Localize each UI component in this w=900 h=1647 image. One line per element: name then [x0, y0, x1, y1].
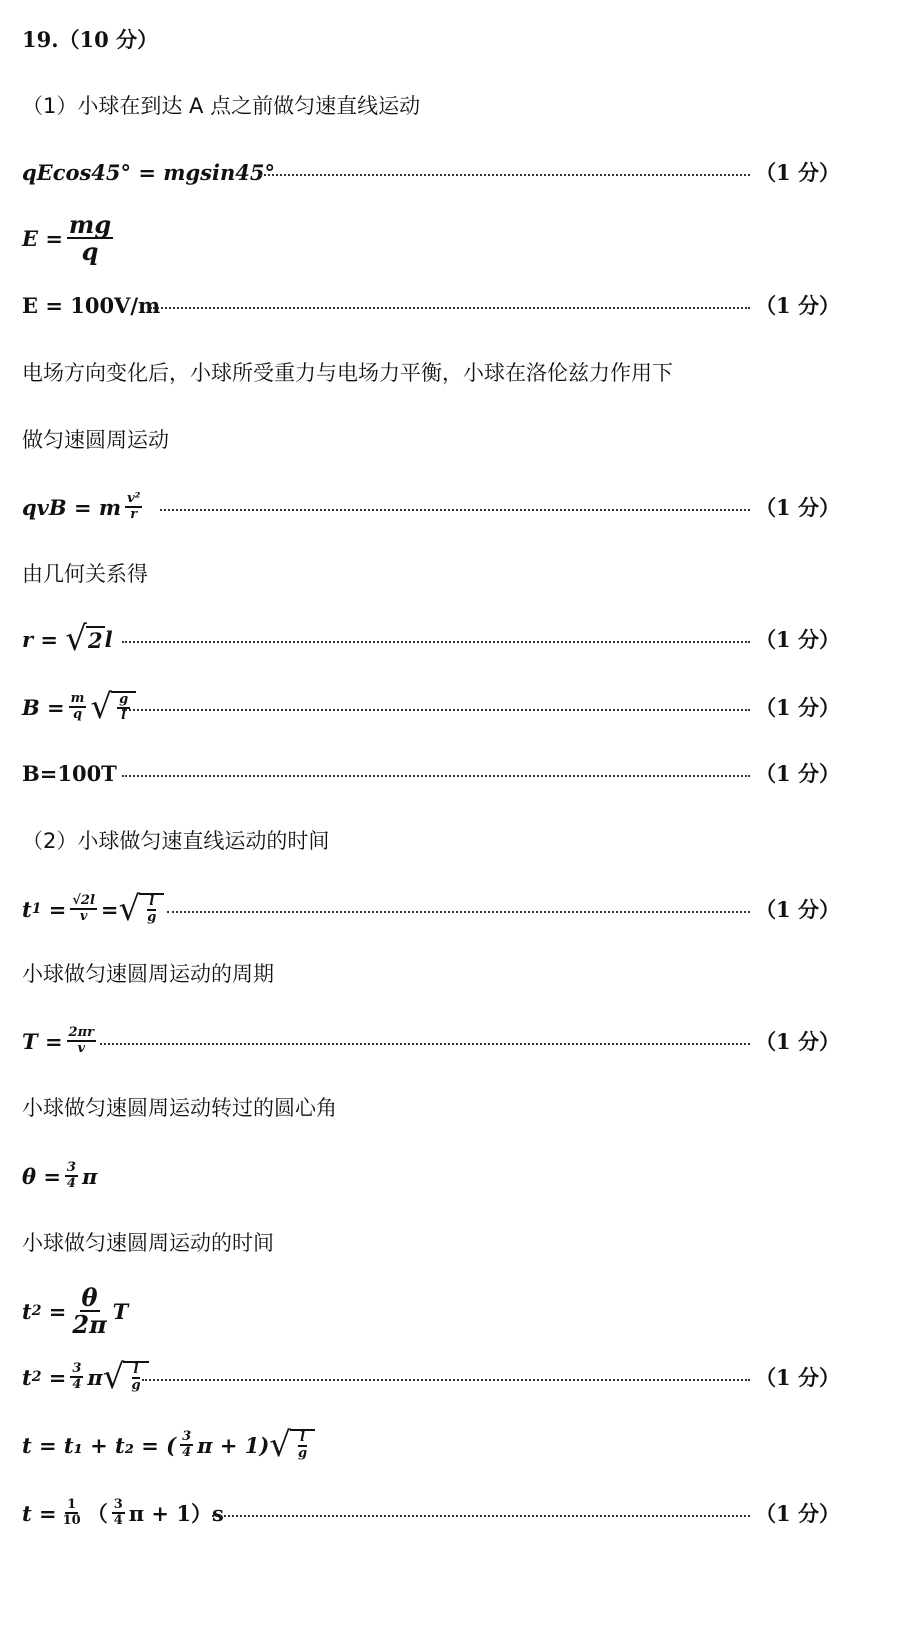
explanation-text: 小球做匀速圆周运动转过的圆心角	[22, 1096, 337, 1120]
explanation-text: 小球做匀速圆周运动的周期	[22, 962, 274, 986]
score-label: （1 分）	[755, 1029, 840, 1054]
equation-lhs: t	[22, 896, 32, 922]
square-root	[65, 619, 104, 659]
fraction	[125, 492, 142, 521]
numerator: 3	[66, 1160, 76, 1176]
dot-leader	[260, 172, 750, 176]
radicand: 2	[87, 627, 103, 653]
equation-tail: T	[112, 1298, 129, 1324]
equation-t1	[22, 884, 900, 934]
equation-lhs: θ =	[22, 1163, 61, 1189]
denominator: 10	[62, 1513, 81, 1528]
subscript: 1	[31, 901, 42, 917]
dot-leader	[160, 507, 750, 511]
dot-leader	[122, 773, 750, 777]
equation-lhs: E =	[22, 225, 63, 251]
denominator: l	[121, 708, 127, 723]
equation-body	[22, 492, 146, 521]
fraction	[70, 1282, 108, 1339]
text-line	[22, 1090, 900, 1124]
equation-body	[22, 1026, 100, 1055]
numerator: 1	[67, 1497, 77, 1513]
equation-lhs: t = t₁ + t₂ = (	[22, 1432, 177, 1458]
score-label: （1 分）	[755, 695, 840, 720]
explanation-text: 电场方向变化后，小球所受重力与电场力平衡，小球在洛伦兹力作用下	[22, 361, 673, 385]
radical-sign: √	[102, 1357, 125, 1397]
score-label: （1 分）	[755, 293, 840, 318]
fraction	[61, 1498, 83, 1527]
numerator: 3	[72, 1361, 82, 1377]
numerator: mg	[68, 209, 112, 239]
dot-leader	[150, 305, 750, 309]
equation-body	[22, 619, 113, 659]
denominator: 2π	[72, 1310, 107, 1339]
denominator: v	[79, 909, 88, 924]
equation-body	[22, 1425, 315, 1465]
equation-lhs: B =	[22, 694, 65, 720]
text-line	[22, 1225, 900, 1259]
score-label: （1 分）	[755, 1501, 840, 1526]
numerator: √2l	[72, 893, 95, 909]
equation-lhs: t	[22, 1364, 32, 1390]
equation-lhs: T =	[22, 1028, 63, 1054]
dot-leader	[167, 909, 750, 913]
part1-heading-line	[22, 88, 900, 122]
equation-body: t 1 = $\frac{√2l}{v}$ = √ $\frac{l}{g}$	[22, 892, 164, 926]
fraction	[67, 209, 113, 266]
fraction	[70, 894, 97, 923]
text-line	[22, 556, 900, 590]
part2-heading-line	[22, 823, 900, 857]
equation-mid: π + 1)	[197, 1432, 270, 1458]
square-root	[118, 889, 165, 929]
denominator: q	[81, 237, 99, 266]
fraction	[69, 692, 87, 721]
equation-body	[22, 209, 117, 266]
score-label: （1 分）	[755, 160, 840, 185]
equation-total-time	[22, 1420, 900, 1470]
fraction	[112, 1498, 125, 1527]
equation-period	[22, 1018, 900, 1064]
equation-lhs: t	[22, 1298, 32, 1324]
equation-mid: π	[87, 1364, 103, 1390]
equation-mid: π + 1）s	[128, 1501, 224, 1526]
denominator: q	[72, 707, 83, 722]
square-root	[269, 1425, 315, 1465]
equation-field-formula	[22, 210, 900, 266]
numerator: l	[133, 1362, 139, 1378]
radicand	[139, 893, 164, 924]
equation-t2-formula	[22, 1282, 900, 1340]
explanation-text: 做匀速圆周运动	[22, 428, 169, 452]
open-paren: （	[86, 1501, 108, 1526]
numerator: θ	[81, 1282, 98, 1312]
radical-sign: √	[269, 1425, 291, 1465]
score-label: （1 分）	[755, 897, 840, 922]
subscript: 2	[31, 1369, 42, 1385]
explanation-text: 由几何关系得	[22, 562, 148, 586]
equation-lhs: qvB = m	[22, 494, 122, 520]
equation-text: B=100T	[22, 760, 117, 786]
radical-sign: √	[90, 687, 113, 727]
numerator: v²	[127, 491, 141, 507]
denominator: g	[297, 1446, 308, 1461]
equation-angle	[22, 1153, 900, 1199]
equation-body	[22, 1161, 97, 1190]
dot-leader	[122, 639, 750, 643]
equation-body: t 2 = $\frac{\theta}{2\pi}$ T	[22, 1282, 129, 1339]
denominator: 4	[72, 1377, 82, 1392]
denominator: 4	[66, 1176, 76, 1191]
dot-leader	[212, 1513, 750, 1517]
equation-magnetic-field	[22, 684, 900, 730]
equation-radius	[22, 619, 900, 659]
explanation-text: 小球做匀速圆周运动的时间	[22, 1231, 274, 1255]
score-label: （1 分）	[755, 761, 840, 786]
equation-t2-value	[22, 1352, 900, 1402]
text-line	[22, 355, 900, 389]
fraction	[180, 1430, 193, 1459]
numerator: 3	[182, 1429, 192, 1445]
dot-leader	[142, 1377, 750, 1381]
equation-force-balance	[22, 155, 900, 189]
equation-text: qEcos45° = mgsin45°	[22, 159, 275, 185]
denominator: 4	[182, 1445, 192, 1460]
equation-tail: l	[104, 626, 113, 652]
denominator: r	[130, 507, 138, 522]
equation-total-time-value	[22, 1490, 900, 1536]
subscript: 2	[31, 1303, 42, 1319]
part1-heading: （1）小球在到达 A 点之前做匀速直线运动	[22, 94, 421, 118]
radical-sign: √	[65, 619, 87, 659]
fraction	[145, 895, 158, 924]
equation-b-value	[22, 756, 900, 790]
radical-sign: √	[118, 889, 141, 929]
equation-body: t 2 = $\frac{3}{4}$ π √ $\frac{l}{g}$	[22, 1360, 149, 1394]
dot-leader	[122, 707, 750, 711]
denominator: g	[147, 910, 157, 925]
dot-leader	[100, 1041, 750, 1045]
equation-lorentz	[22, 484, 900, 530]
equation-body	[22, 1498, 224, 1528]
problem-number: 19.（10 分）	[22, 27, 159, 52]
equation-body	[22, 687, 136, 727]
numerator: l	[149, 894, 155, 910]
denominator: g	[131, 1378, 141, 1393]
numerator: m	[70, 691, 85, 707]
denominator: 4	[113, 1513, 123, 1528]
score-label: （1 分）	[755, 1365, 840, 1390]
fraction	[129, 1363, 142, 1392]
denominator: v	[77, 1041, 86, 1056]
numerator: 3	[113, 1497, 123, 1513]
equation-text: E = 100V/m	[22, 292, 161, 318]
numerator: 2πr	[68, 1025, 94, 1041]
equation-lhs: r =	[22, 626, 58, 652]
score-label: （1 分）	[755, 627, 840, 652]
radicand	[290, 1429, 315, 1460]
text-line	[22, 422, 900, 456]
numerator: g	[119, 692, 129, 708]
fraction	[70, 1362, 83, 1391]
fraction	[67, 1026, 96, 1055]
equation-tail: π	[81, 1163, 98, 1189]
text-line	[22, 956, 900, 990]
part2-heading: （2）小球做匀速直线运动的时间	[22, 829, 330, 853]
score-label: （1 分）	[755, 495, 840, 520]
numerator: l	[300, 1430, 305, 1446]
problem-title	[22, 22, 900, 56]
fraction	[296, 1431, 309, 1460]
equation-lhs: t =	[22, 1500, 57, 1526]
equation-field-value	[22, 288, 900, 322]
fraction	[65, 1161, 78, 1190]
